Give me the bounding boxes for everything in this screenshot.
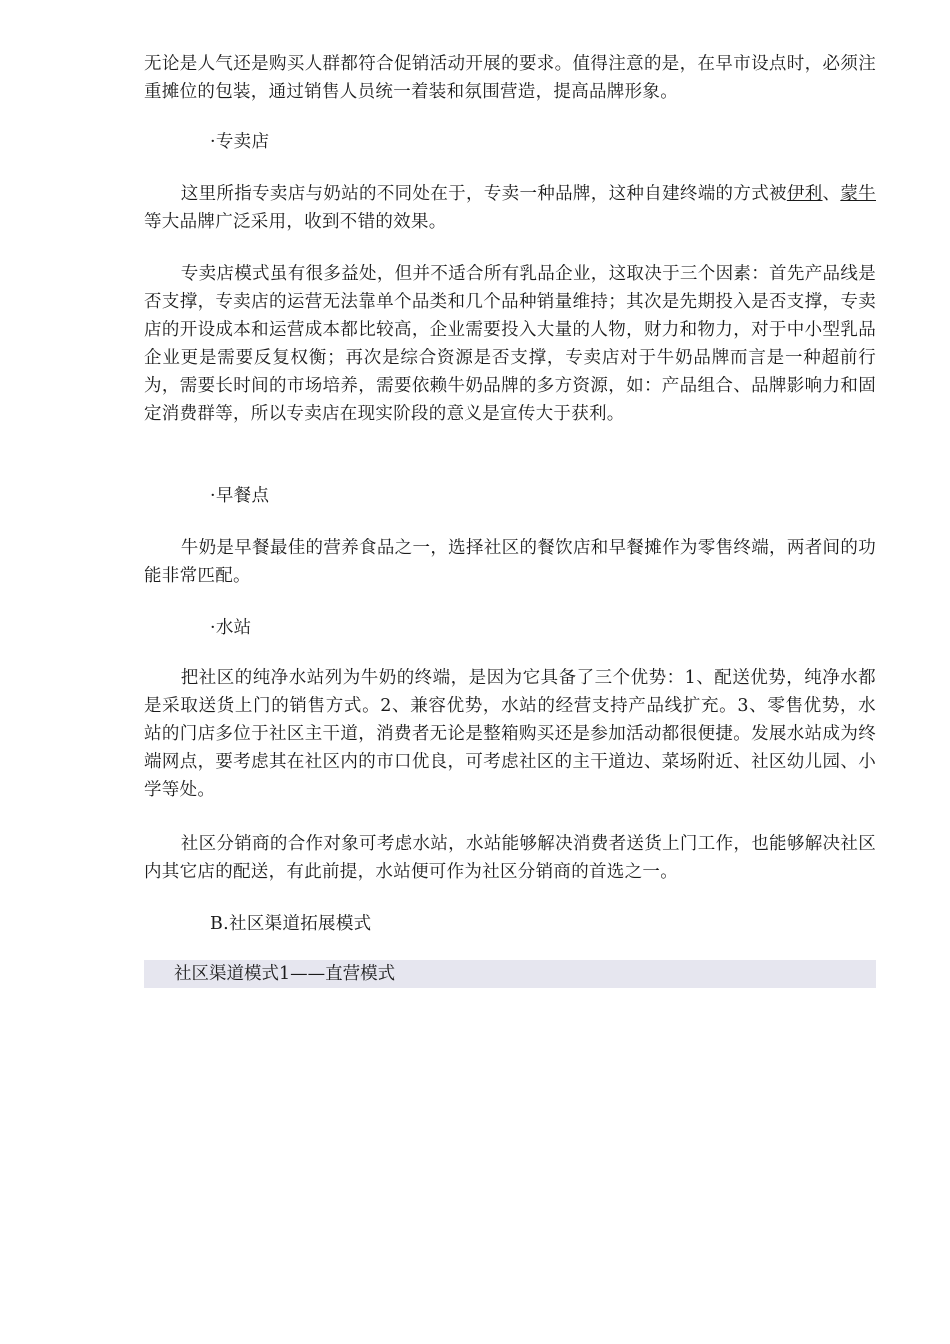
separator-text: 、 (822, 184, 841, 204)
shuizhan-paragraph-2: 社区分销商的合作对象可考虑水站，水站能够解决消费者送货上门工作，也能够解决社区内其它店的配送，有此前提，水站便可作为社区分销商的首选之一。 (144, 834, 876, 882)
zhuanmaidian-text-pre: 这里所指专卖店与奶站的不同处在于，专卖一种品牌，这种自建终端的方式被 (180, 184, 787, 204)
intro-paragraph: 无论是人气还是购买人群都符合促销活动开展的要求。值得注意的是，在早市设点时，必须注重摊位的包装，通过销售人员统一着装和氛围营造，提高品牌形象。 (144, 54, 876, 102)
zhuanmaidian-text-post: 等大品牌广泛采用，收到不错的效果。 (144, 212, 447, 232)
zhuanmaidian-paragraph-1 (144, 180, 876, 236)
bullet-shuizhan: ·水站 (210, 618, 252, 638)
bullet-zhuanmaidian: ·专卖店 (210, 132, 270, 152)
highlight-heading: 社区渠道模式1——直营模式 (174, 964, 396, 984)
zhuanmaidian-paragraph-2: 专卖店模式虽有很多益处，但并不适合所有乳品企业，这取决于三个因素：首先产品线是否支撑，专卖店的运营无法靠单个品类和几个品种销量维持；其次是先期投入是否支撑，专卖店的开设成本和运营成本都比较高，企业需要投入大量的人物，财力和物力，对于中小型乳品企业更是需要反复权衡；再次是综合资源是否支撑，专卖店对于牛奶品牌而言是一种超前行为，需要长时间的市场培养，需要依赖牛奶品牌的多方资源，如：产品组合、品牌影响力和固定消费群等，所以专卖店在现实阶段的意义是宣传大于获利。 (144, 264, 876, 424)
yili-link[interactable]: 伊利 (786, 184, 823, 204)
section-b-heading: B.社区渠道拓展模式 (210, 914, 372, 934)
bullet-zaocan: ·早餐点 (210, 486, 270, 506)
shuizhan-paragraph-1: 把社区的纯净水站列为牛奶的终端，是因为它具备了三个优势：1、配送优势，纯净水都是采取送货上门的销售方式。2、兼容优势，水站的经营支持产品线扩充。3、零售优势，水站的门店多位于社区主干道，消费者无论是整箱购买还是参加活动都很便捷。发展水站成为终端网点，要考虑其在社区内的市口优良，可考虑社区的主干道边、菜场附近、社区幼儿园、小学等处。 (144, 668, 876, 800)
highlight-bar (144, 960, 876, 988)
mengniu-link[interactable]: 蒙牛 (840, 184, 876, 204)
zaocan-paragraph: 牛奶是早餐最佳的营养食品之一，选择社区的餐饮店和早餐摊作为零售终端，两者间的功能非常匹配。 (144, 538, 876, 586)
